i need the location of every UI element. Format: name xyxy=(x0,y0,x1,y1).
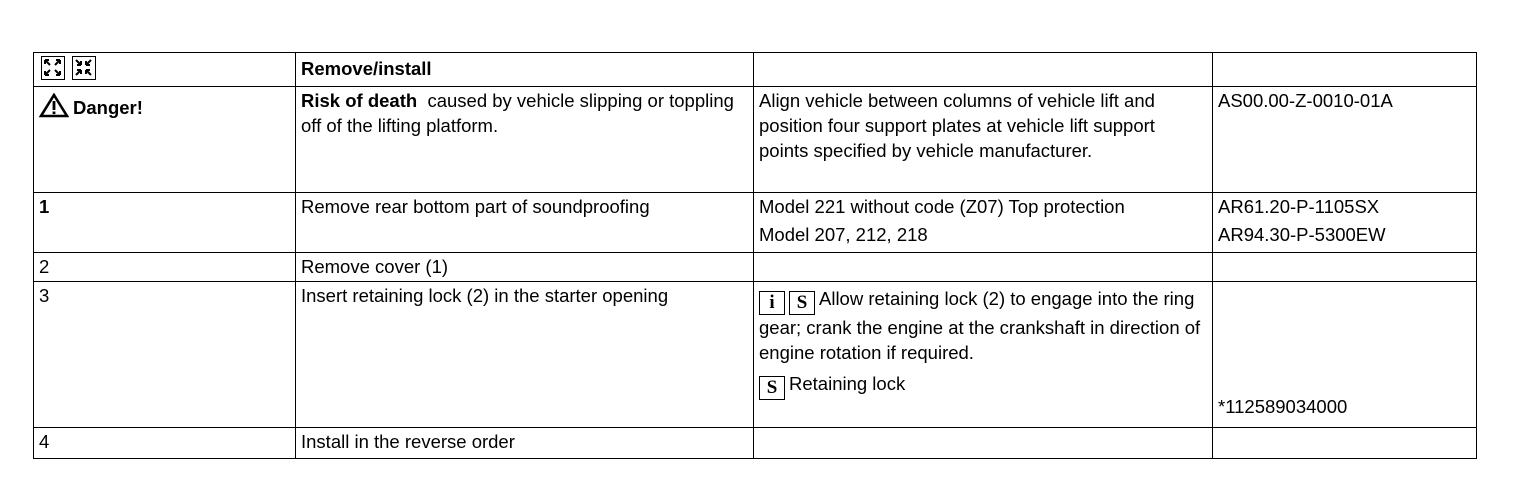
tool-label: Retaining lock xyxy=(789,373,906,394)
step-action: Install in the reverse order xyxy=(296,428,754,459)
step-action: Remove cover (1) xyxy=(296,253,754,282)
step-note xyxy=(759,286,1207,365)
danger-risk-cell xyxy=(296,87,754,193)
header-empty-4 xyxy=(1213,53,1477,87)
tool-line xyxy=(759,371,1207,400)
danger-instruction: Align vehicle between columns of vehicle lift and position four support plates at vehicle lift support points specified by vehicle manufacturer. xyxy=(754,87,1213,193)
step-notes-empty xyxy=(754,253,1213,282)
step-refs xyxy=(1213,282,1477,428)
header-title: Remove/install xyxy=(296,53,754,87)
header-empty-3 xyxy=(754,53,1213,87)
table-row xyxy=(34,282,1477,428)
install-icon xyxy=(72,56,96,80)
step-refs xyxy=(1213,193,1477,253)
step-number: 4 xyxy=(34,428,296,459)
danger-row xyxy=(34,87,1477,193)
step-ref: AR61.20-P-1105SX xyxy=(1218,196,1380,217)
info-icon: i xyxy=(759,291,785,315)
step-refs-empty xyxy=(1213,428,1477,459)
warning-triangle-icon xyxy=(39,93,69,124)
step-action: Remove rear bottom part of soundproofing xyxy=(296,193,754,253)
table-row xyxy=(34,253,1477,282)
step-number: 1 xyxy=(34,193,296,253)
procedure-table xyxy=(33,52,1477,459)
danger-cell xyxy=(34,87,296,193)
step-number: 3 xyxy=(34,282,296,428)
step-notes xyxy=(754,193,1213,253)
step-notes xyxy=(754,282,1213,428)
risk-text: caused by vehicle slipping or toppling off of the lifting platform. xyxy=(301,90,734,136)
step-notes-empty xyxy=(754,428,1213,459)
special-tool-icon: S xyxy=(789,291,815,315)
table-row xyxy=(34,428,1477,459)
special-tool-icon: S xyxy=(759,376,785,400)
risk-bold-text: Risk of death xyxy=(301,90,418,111)
step-note: Model 221 without code (Z07) Top protection xyxy=(759,196,1125,217)
step-note-text: Allow retaining lock (2) to engage into the ring gear; crank the engine at the crankshaft in direction of engine rotation if required. xyxy=(759,288,1201,363)
header-row xyxy=(34,53,1477,87)
step-note: Model 207, 212, 218 xyxy=(759,224,928,245)
step-refs-empty xyxy=(1213,253,1477,282)
step-number: 2 xyxy=(34,253,296,282)
danger-reference: AS00.00-Z-0010-01A xyxy=(1213,87,1477,193)
tool-number: *112589034000 xyxy=(1218,396,1348,417)
danger-label: Danger! xyxy=(73,97,143,118)
header-icons-cell xyxy=(34,53,296,87)
step-ref: AR94.30-P-5300EW xyxy=(1218,224,1386,245)
table-row xyxy=(34,193,1477,253)
remove-icon xyxy=(41,56,65,80)
step-action: Insert retaining lock (2) in the starter opening xyxy=(296,282,754,428)
